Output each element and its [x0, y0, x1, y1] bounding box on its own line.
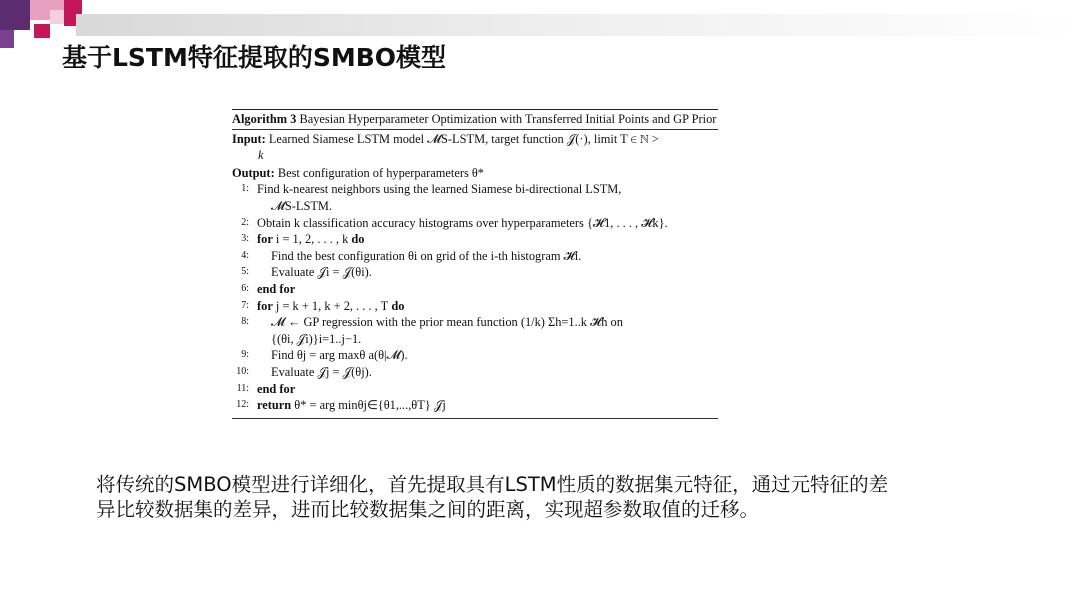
step-keyword: end for: [257, 381, 296, 396]
step-text: [257, 397, 718, 414]
step-keyword: end for: [257, 281, 296, 296]
step-number: 8:: [241, 316, 249, 328]
step-text: [257, 281, 718, 298]
algorithm-step: [232, 314, 718, 347]
output-text: Best configuration of hyperparameters θ*: [277, 165, 484, 180]
step-number: 1:: [241, 183, 249, 195]
step-text: [257, 248, 718, 265]
algorithm-step: [232, 364, 718, 381]
step-text: [257, 215, 718, 232]
algorithm-caption: [232, 110, 718, 128]
step-text: [257, 181, 718, 198]
algorithm-step: [232, 347, 718, 364]
slide-title: 基于LSTM特征提取的SMBO模型: [62, 43, 447, 72]
input-label: Input:: [232, 131, 266, 146]
step-text: [257, 298, 718, 315]
step-continuation: {(θi, 𝒥i)}i=1..j−1.: [271, 331, 362, 346]
step-keyword-do: do: [388, 298, 405, 313]
algorithm-caption-text: Bayesian Hyperparameter Optimization with Transferred Initial Points and GP Prior: [299, 112, 717, 126]
algorithm-step: [232, 215, 718, 232]
algorithm-step: [232, 181, 718, 214]
step-keyword: for: [257, 298, 273, 313]
title-bar-gradient: [76, 14, 1080, 36]
step-keyword: return: [257, 398, 292, 413]
step-text: [257, 381, 718, 398]
algorithm-box: [232, 109, 718, 419]
step-body: Find k-nearest neighbors using the learned Siamese bi-directional LSTM,: [257, 182, 622, 197]
step-keyword-do: do: [348, 232, 365, 247]
algorithm-output: [232, 164, 718, 182]
input-text: Learned Siamese LSTM model 𝓜S-LSTM, target function 𝒥(·), limit T ∈ ℕ >: [268, 131, 659, 146]
algorithm-steps: [232, 181, 718, 413]
output-label: Output:: [232, 165, 275, 180]
step-body: Obtain k classification accuracy histograms over hyperparameters {𝓗1, . . . , 𝓗k}.: [257, 215, 668, 230]
algorithm-bottom-rule: [232, 418, 718, 419]
algorithm-step: [232, 231, 718, 248]
step-body: θ* = arg minθj∈{θ1,...,θT} 𝒥j: [291, 398, 446, 413]
algorithm-caption-label: Algorithm 3: [232, 112, 297, 126]
slide-description: 将传统的SMBO模型进行详细化，首先提取具有LSTM性质的数据集元特征，通过元特征的差异比较数据集的差异，进而比较数据集之间的距离，实现超参数取值的迁移。: [96, 473, 889, 521]
algorithm-step: [232, 298, 718, 315]
step-number: 12:: [236, 399, 249, 411]
step-text: [257, 314, 718, 331]
algorithm-step: [232, 248, 718, 265]
step-keyword: for: [257, 232, 273, 247]
step-number: 2:: [241, 216, 249, 228]
step-number: 5:: [241, 266, 249, 278]
step-number: 7:: [241, 299, 249, 311]
input-cont: k: [258, 148, 264, 163]
step-text: [257, 347, 718, 364]
step-number: 6:: [241, 282, 249, 294]
step-number: 3:: [241, 233, 249, 245]
algorithm-step: [232, 281, 718, 298]
step-body: j = k + 1, k + 2, . . . , T: [272, 298, 389, 313]
step-continuation: 𝓜S-LSTM.: [271, 198, 333, 213]
step-body: Find the best configuration θi on grid of the i-th histogram 𝓗i.: [271, 248, 582, 263]
step-body: Evaluate 𝒥j = 𝒥(θj).: [271, 364, 372, 379]
algorithm-step: [232, 397, 718, 414]
step-number: 11:: [236, 382, 249, 394]
step-number: 9:: [241, 349, 249, 361]
step-body: 𝓜 ← GP regression with the prior mean function (1/k) Σh=1..k 𝓗h on: [271, 315, 623, 330]
algorithm-input: [232, 130, 718, 164]
step-text: [257, 264, 718, 281]
step-number: 4:: [241, 249, 249, 261]
step-number: 10:: [236, 365, 249, 377]
algorithm-step: [232, 381, 718, 398]
step-text: [257, 364, 718, 381]
step-body: Evaluate 𝒥i = 𝒥(θi).: [271, 265, 372, 280]
step-text: [257, 231, 718, 248]
algorithm-step: [232, 264, 718, 281]
step-body: Find θj = arg maxθ a(θ|𝓜).: [271, 348, 408, 363]
step-body: i = 1, 2, . . . , k: [272, 232, 349, 247]
